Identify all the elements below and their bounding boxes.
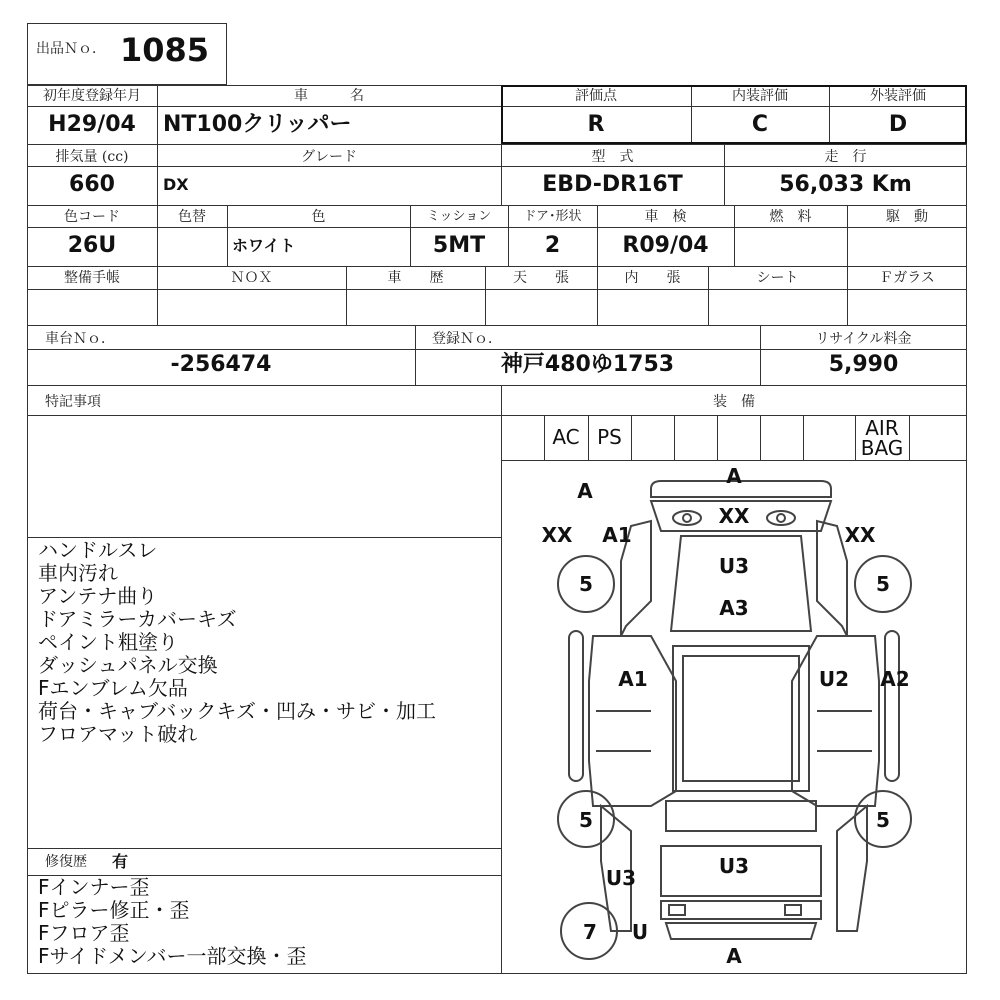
chassis-label: 車台Ｎｏ．: [45, 331, 115, 347]
damage-rear-bumper: A: [726, 944, 742, 968]
equipment-ps: PS: [597, 425, 622, 449]
grade-value: DX: [163, 175, 189, 194]
lot-label: 出品Ｎｏ．: [36, 41, 106, 57]
inspection-label: 車 検: [644, 209, 687, 225]
roof-label: 天 張: [513, 270, 569, 286]
equipment-airbag: AIR BAG: [860, 416, 904, 460]
mileage-label: 走 行: [824, 149, 867, 165]
repair-value: 有: [112, 852, 129, 871]
nox-label: ＮＯＸ: [230, 270, 273, 286]
remark-line: ダッシュパネル交換: [38, 653, 218, 677]
damage-bed-rear: U3: [718, 854, 750, 878]
damage-front-bumper: A: [726, 464, 742, 488]
damage-tire-lf: 5: [579, 572, 593, 596]
registration-value: 神戸480ゆ1753: [500, 352, 675, 377]
drive-label: 駆 動: [886, 209, 928, 225]
repair-line: Fピラー修正・歪: [38, 898, 190, 922]
seat-label: シート: [756, 270, 799, 286]
registration-label: 登録Ｎｏ．: [432, 331, 502, 347]
color-value: ホワイト: [232, 236, 296, 255]
remarks-list: [38, 539, 436, 746]
damage-hood-left: A: [577, 479, 593, 503]
score-value: R: [587, 112, 605, 137]
glass-label: Ｆガラス: [879, 270, 935, 286]
repair-line: Fフロア歪: [38, 921, 130, 945]
repair-line: Fインナー歪: [38, 875, 150, 899]
fuel-label: 燃 料: [769, 209, 812, 225]
exterior-value: D: [888, 112, 908, 137]
score-label: 評価点: [575, 88, 617, 104]
history-label: 車 歴: [387, 270, 444, 286]
damage-tire-rf: 5: [876, 572, 890, 596]
recycle-label: リサイクル料金: [815, 331, 912, 347]
damage-fender-rf: XX: [844, 523, 876, 547]
damage-quarter-left: U3: [605, 866, 637, 890]
damage-spare: 7: [583, 920, 597, 944]
repair-line: Fサイドメンバー一部交換・歪: [38, 944, 307, 968]
damage-pillar-lf: A1: [602, 523, 632, 547]
remark-line: ドアミラーカバーキズ: [38, 607, 237, 631]
model-label: 型 式: [591, 149, 634, 165]
door-label: ドア･形状: [523, 209, 582, 224]
displacement-value: 660: [69, 172, 115, 197]
color-code-value: 26U: [67, 233, 117, 258]
model-value: EBD-DR16T: [542, 172, 683, 197]
damage-roof: U3: [718, 554, 750, 578]
recycle-value: 5,990: [828, 352, 899, 377]
interior-trim-label: 内 張: [624, 270, 681, 286]
exterior-label: 外装評価: [870, 88, 926, 104]
mission-value: 5MT: [432, 233, 486, 258]
maintenance-label: 整備手帳: [64, 270, 120, 286]
damage-windshield: A3: [719, 596, 749, 620]
remark-line: 車内汚れ: [38, 561, 118, 585]
car-name-value: NT100クリッパー: [163, 112, 352, 137]
remark-line: 荷台・キャブバックキズ・凹み・サビ・加工: [38, 699, 436, 723]
damage-hood: XX: [718, 504, 750, 528]
interior-value: C: [751, 112, 769, 137]
damage-fender-lf: XX: [541, 523, 573, 547]
color-label: 色: [311, 209, 326, 225]
repair-label: 修復歴: [45, 854, 87, 870]
displacement-label: 排気量 (cc): [55, 149, 129, 165]
first-reg-value: H29/04: [48, 112, 136, 137]
first-reg-label: 初年度登録年月: [43, 88, 141, 104]
door-value: 2: [544, 233, 561, 258]
chassis-value: -256474: [170, 352, 272, 377]
remark-line: アンテナ曲り: [38, 584, 158, 608]
inspection-value: R09/04: [622, 233, 709, 258]
car-name-label: 車 名: [294, 88, 364, 104]
mileage-value: 56,033 Km: [779, 172, 912, 197]
damage-door-right-inner: U2: [818, 667, 850, 691]
grade-label: グレード: [301, 149, 357, 165]
lot-number: 1085: [120, 31, 210, 69]
remark-line: ペイント粗塗り: [38, 630, 178, 654]
equipment-label: 装 備: [713, 394, 755, 410]
damage-tire-rr: 5: [876, 808, 890, 832]
interior-label: 内装評価: [732, 88, 788, 104]
damage-rear-left: U: [631, 920, 649, 944]
damage-door-right: A2: [880, 667, 910, 691]
repaint-label: 色替: [178, 209, 206, 225]
remark-line: Fエンブレム欠品: [38, 676, 188, 700]
remark-line: フロアマット破れ: [38, 722, 198, 746]
remark-line: ハンドルスレ: [38, 538, 158, 562]
mission-label: ミッション: [426, 209, 492, 224]
damage-tire-lr: 5: [579, 808, 593, 832]
color-code-label: 色コード: [64, 209, 120, 225]
remarks-label: 特記事項: [45, 394, 101, 410]
repair-list: [38, 876, 307, 968]
equipment-ac: AC: [552, 425, 580, 449]
damage-door-left: A1: [618, 667, 648, 691]
